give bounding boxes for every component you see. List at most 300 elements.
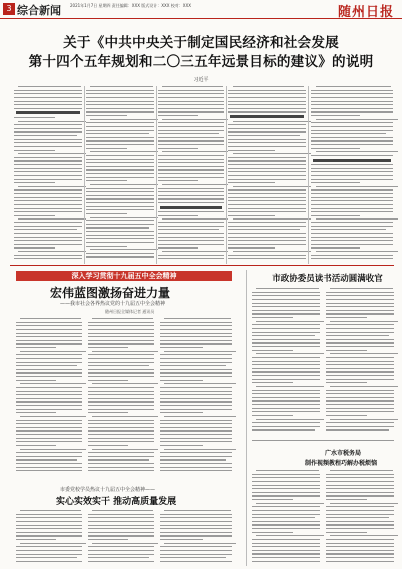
feature-col-1 [16,318,82,474]
text-line [311,108,393,109]
text-line [88,398,154,399]
text-line [228,240,306,241]
text-line [252,361,320,362]
text-line [252,553,320,554]
text-line [14,175,82,176]
text-line [160,412,203,413]
text-line [252,539,320,540]
text-line [160,336,232,337]
text-line [18,186,86,187]
text-line [16,325,82,326]
text-line [228,104,306,105]
text-line [16,420,82,421]
text-line [162,218,228,219]
text-line [86,148,127,149]
text-line [160,467,232,468]
text-line [330,288,393,289]
text-line [326,521,394,522]
column-divider [246,270,247,566]
text-line [316,218,398,219]
text-line [228,97,306,98]
text-line [164,510,230,511]
text-line [86,133,149,134]
text-line [16,532,82,533]
text-line [316,86,391,87]
text-line [16,528,82,529]
text-line [16,554,82,555]
text-line [228,101,306,102]
text-line [16,445,56,446]
text-line [14,101,82,102]
text-line [228,131,306,132]
text-line [86,191,154,192]
text-line [160,532,232,533]
text-line [86,144,154,145]
text-line [88,336,154,337]
text-line [88,358,154,359]
text-line [18,218,86,219]
text-line [160,365,226,366]
text-line [88,376,154,377]
text-line [311,164,393,165]
text-line [14,131,82,132]
text-line [162,184,228,185]
text-line [252,517,315,518]
text-line [326,371,394,372]
text-line [158,126,224,127]
text-line [326,397,394,398]
text-line [14,104,82,105]
text-line [158,104,224,105]
text-line [311,255,393,256]
text-line [330,503,398,504]
headline-line2: 第十四个五年规划和二〇三五年远景目标的建议》的说明 [28,54,374,70]
text-line [252,506,320,507]
text-line [88,401,154,402]
text-line [256,419,324,420]
text-line [311,171,393,172]
text-line [311,122,393,123]
page-number: 3 [3,3,15,15]
text-line [158,180,198,181]
text-line [86,97,154,98]
text-line [14,229,77,230]
text-line [160,398,232,399]
text-line [88,459,149,460]
text-line [228,193,306,194]
headline-line1: 关于《中共中央关于制定国民经济和社会发展 [63,35,339,51]
text-line [233,121,311,122]
text-line [14,139,82,140]
text-line [88,532,154,533]
text-line [326,499,367,500]
text-line [14,171,82,172]
text-line [160,343,232,344]
article-col-2 [86,86,154,260]
feature-title: 宏伟蓝图激扬奋进力量 [50,286,171,300]
text-line [252,295,320,296]
text-line [256,470,319,471]
text-line [252,474,320,475]
text-line [88,347,128,348]
text-line [86,93,154,94]
text-line [86,90,154,91]
text-line [326,488,394,489]
text-line [326,422,394,423]
text-line [86,206,154,207]
text-line [88,528,154,529]
text-line [228,255,306,256]
text-line [252,306,320,307]
text-line [228,215,275,216]
text-line [326,492,394,493]
newspaper-logo: 随州日报 [337,5,394,20]
text-line [86,122,154,123]
text-line [16,394,82,395]
text-line [158,229,219,230]
text-line [14,157,82,158]
text-line [228,179,306,180]
text-line [326,306,394,307]
text-line [252,495,320,496]
text-line [228,175,306,176]
text-line [311,226,393,227]
text-line [16,456,82,457]
text-line [158,237,224,238]
text-line [88,372,154,373]
text-line [160,550,232,551]
text-line [162,86,223,87]
text-line [311,104,393,105]
text-line [16,111,80,114]
text-line [326,429,389,430]
text-line [86,188,154,189]
text-line [158,173,224,174]
text-line [252,543,320,544]
text-line [311,204,393,205]
text-line [158,148,198,149]
text-line [160,372,232,373]
text-line [86,224,154,225]
text-line [252,303,320,304]
text-line [14,108,82,109]
text-line [252,422,320,423]
text-line [160,470,232,471]
text-line [158,144,224,145]
feature-col-2 [88,318,154,474]
text-line [160,452,232,453]
text-line [14,135,77,136]
text-line [16,401,82,402]
text-line [316,186,398,187]
text-line [160,380,203,381]
text-line [233,153,311,154]
text-line [88,554,154,555]
text-line [16,369,82,370]
text-line [326,299,394,300]
text-line [252,400,320,401]
text-line [228,168,306,169]
text-line [162,119,228,120]
text-line [228,204,306,205]
text-line [228,247,275,248]
text-line [311,229,386,230]
text-line [311,208,393,209]
text-line [14,93,82,94]
text-line [252,485,320,486]
text-line [16,329,82,330]
text-line [20,510,81,511]
text-line [88,387,154,388]
text-line [228,135,300,136]
text-line [326,313,394,314]
text-line [160,517,232,518]
text-line [158,140,224,141]
text-line [326,382,367,383]
text-line [252,404,320,405]
text-line [20,383,86,384]
text-line [14,160,82,161]
text-line [158,159,224,160]
text-line [228,197,306,198]
text-line [86,202,154,203]
text-line [160,354,232,355]
text-line [160,521,232,522]
text-line [158,222,224,223]
text-line [16,398,82,399]
text-line [86,180,127,181]
text-line [252,324,320,325]
text-line [326,510,394,511]
text-line [88,445,128,446]
text-line [160,394,232,395]
text-line [252,393,320,394]
text-line [158,108,224,109]
text-line [16,380,56,381]
text-line [160,561,232,562]
text-line [14,168,82,169]
text-line [228,182,275,183]
text-line [228,160,306,161]
text-line [160,405,232,406]
text-line [252,397,320,398]
text-line [16,434,82,435]
text-line [326,426,394,427]
text-line [233,86,305,87]
feature2-col-3 [160,510,232,564]
feature2-subtitle: 市委党校学员热议十九届五中全会精神—— [60,487,156,493]
text-line [16,358,82,359]
text-line [86,238,154,239]
text-line [16,423,82,424]
text-line [88,365,149,366]
text-line [92,351,158,352]
text-line [311,155,393,156]
text-line [90,184,158,185]
headline-byline: 习近平 [193,77,209,83]
right-col-1 [252,288,320,433]
text-line [313,159,391,162]
text-line [158,233,224,234]
text-line [14,233,82,234]
text-line [160,420,232,421]
text-line [88,405,154,406]
text-line [16,452,82,453]
text-line [158,101,224,102]
text-line [88,362,154,363]
text-line [326,317,367,318]
text-line [252,550,320,551]
text-line [16,387,82,388]
text-line [252,557,320,558]
text-line [160,525,232,526]
text-line [252,390,320,391]
text-line [228,258,306,259]
text-line [311,215,360,216]
text-line [326,332,394,333]
text-line [158,90,224,91]
text-line [86,115,127,116]
text-line [160,463,232,464]
text-line [16,333,82,334]
text-line [14,150,55,151]
text-line [16,521,82,522]
text-line [311,133,386,134]
text-line [16,340,82,341]
text-line [88,539,128,540]
text-line [86,137,154,138]
right-rule [252,440,394,441]
text-line [160,528,232,529]
text-line [160,322,232,323]
text-line [326,342,394,343]
text-line [162,151,228,152]
text-line [326,495,394,496]
text-line [228,108,306,109]
text-line [86,256,154,257]
text-line [158,177,224,178]
text-line [158,133,219,134]
text-line [16,550,82,551]
text-line [92,318,153,319]
text-line [86,140,154,141]
text-line [252,426,320,427]
header-meta: 2021年1月7日 星期四 责任编辑：XXX 版式设计：XXX 校对：XXX [70,3,192,8]
text-line [326,532,367,533]
text-line [90,249,158,250]
text-line [160,333,232,334]
text-line [252,488,320,489]
text-line [86,166,154,167]
text-line [252,408,320,409]
text-line [86,213,127,214]
text-line [326,368,394,369]
text-line [14,146,82,147]
text-line [20,318,81,319]
text-line [160,546,232,547]
text-line [20,449,86,450]
article-col-5 [311,86,393,262]
text-line [228,93,306,94]
text-line [326,364,394,365]
text-line [86,108,154,109]
text-line [158,155,224,156]
right-col-2 [326,288,394,433]
text-line [228,208,306,209]
text-line [158,122,224,123]
text-line [14,211,82,212]
text-line [16,427,82,428]
text-line [20,351,86,352]
text-line [160,206,222,209]
text-line [88,343,154,344]
text-line [326,539,394,540]
text-line [158,255,224,256]
text-line [158,188,224,189]
text-line [88,514,154,515]
text-line [326,474,394,475]
text-line [16,336,82,337]
text-line [92,543,158,544]
text-line [252,350,293,351]
text-line [160,441,232,442]
text-line [86,231,154,232]
text-line [326,408,394,409]
text-line [311,247,360,248]
text-line [252,368,320,369]
text-line [158,211,224,212]
text-line [252,524,320,525]
text-line [252,532,293,533]
text-line [164,543,236,544]
article-col-1 [14,86,82,262]
text-line [92,416,158,417]
section-rule [10,265,394,266]
text-line [86,198,154,199]
text-line [326,324,394,325]
text-line [16,535,82,536]
text-line [86,101,154,102]
text-line [160,358,232,359]
text-line [228,142,306,143]
text-line [330,535,398,536]
text-line [311,126,393,127]
text-line [14,244,82,245]
text-line [228,150,275,151]
text-line [158,166,224,167]
text-line [90,151,158,152]
text-line [311,101,393,102]
text-line [86,209,154,210]
text-line [14,208,82,209]
column-divider [226,86,227,264]
text-line [90,217,158,218]
text-line [311,115,360,116]
text-line [88,550,154,551]
text-line [16,463,82,464]
text-line [14,255,82,256]
text-line [158,247,198,248]
column-divider [308,86,309,264]
text-line [86,242,154,243]
text-line [160,445,203,446]
text-line [326,524,394,525]
text-line [14,215,55,216]
feature-byline: 随州日报全媒体记者 通讯员 [105,309,155,314]
text-line [326,361,394,362]
text-line [252,429,315,430]
text-line [252,382,293,383]
